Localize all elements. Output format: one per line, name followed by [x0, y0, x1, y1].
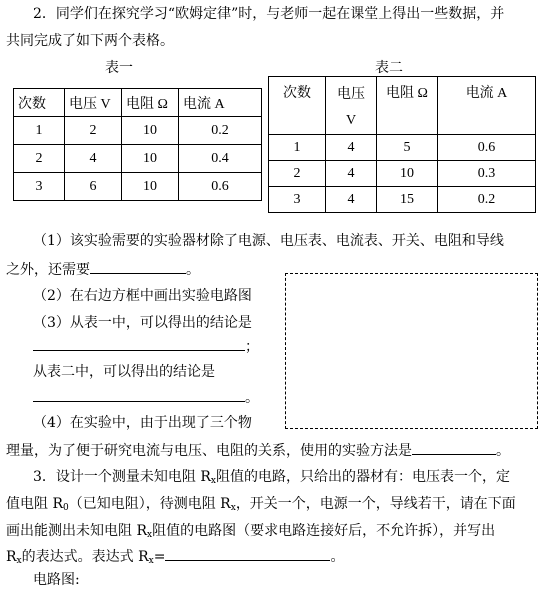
table-cell: 5 — [377, 135, 438, 161]
question1-line2-end: 。 — [186, 262, 200, 278]
question1-line2-text: 之外，还需要 — [6, 262, 90, 278]
table-row — [269, 161, 536, 187]
problem3-line1-a: 3．设计一个测量未知电阻 R — [33, 469, 211, 485]
subscript-x: x — [16, 556, 22, 566]
table-cell: 0.6 — [179, 173, 262, 201]
table-cell: 0.3 — [438, 161, 536, 187]
table2-header-voltage-unit: V — [345, 113, 357, 128]
question4-line1: （4）在实验中，由于出现了三个物 — [33, 415, 252, 431]
problem2-intro-line1: 2．同学们在探究学习“欧姆定律”时，与老师一起在课堂上得出一些数据，并 — [33, 6, 505, 22]
question3b-end: 。 — [245, 390, 259, 406]
table-row — [14, 117, 262, 145]
answer-blank-conclusion1[interactable] — [33, 336, 245, 351]
table-cell: 4 — [326, 135, 377, 161]
table-cell: 2 — [65, 117, 122, 145]
table-cell: 0.6 — [438, 135, 536, 161]
answer-blank-expression[interactable] — [165, 546, 330, 561]
table2-title: 表二 — [375, 60, 403, 76]
table2-header-voltage-label: 电压 — [337, 87, 365, 102]
question3-text: （3）从表一中，可以得出的结论是 — [33, 315, 252, 331]
table1-header-voltage: 电压 V — [65, 89, 122, 117]
table-cell: 3 — [14, 173, 65, 201]
question4-line2-end: 。 — [496, 443, 510, 459]
table-cell: 10 — [122, 117, 179, 145]
problem2-intro-line2: 共同完成了如下两个表格。 — [6, 33, 174, 49]
question3-answer-line — [33, 336, 259, 357]
problem3-line4 — [6, 546, 344, 571]
table-cell: 0.2 — [179, 117, 262, 145]
question2-text: （2）在右边方框中画出实验电路图 — [33, 288, 252, 304]
table-cell: 0.2 — [438, 187, 536, 213]
table1-header-resistance: 电阻 Ω — [122, 89, 179, 117]
table-cell: 4 — [65, 145, 122, 173]
problem3-line4-a: R — [6, 549, 17, 565]
subscript-0: 0 — [63, 503, 69, 513]
answer-blank-equipment[interactable] — [90, 259, 186, 274]
table2-header-voltage — [326, 77, 377, 135]
table-cell: 0.4 — [179, 145, 262, 173]
table-cell: 2 — [14, 145, 65, 173]
problem3-line2-a: 值电阻 R — [6, 496, 63, 512]
problem3-line3-a: 画出能测出未知电阻 R — [6, 523, 147, 539]
answer-blank-method[interactable] — [412, 440, 496, 455]
table-cell: 10 — [122, 145, 179, 173]
problem3-line4-b: 的表达式。表达式 R — [21, 549, 149, 565]
problem3-line2 — [6, 494, 516, 518]
table-cell: 1 — [14, 117, 65, 145]
table1-header-current: 电流 A — [179, 89, 262, 117]
subscript-x: x — [210, 476, 216, 486]
question1-line2 — [6, 259, 200, 280]
problem3-line3 — [6, 521, 495, 545]
table-cell: 3 — [269, 187, 326, 213]
problem3-line2-c: ，开关一个，电源一个，导线若干，请在下面 — [235, 496, 516, 512]
table1-header-count: 次数 — [14, 89, 65, 117]
subscript-x: x — [148, 556, 154, 566]
table-cell: 6 — [65, 173, 122, 201]
table-cell: 15 — [377, 187, 438, 213]
table-cell: 4 — [326, 161, 377, 187]
subscript-x: x — [230, 503, 236, 513]
subscript-x: x — [147, 530, 153, 540]
problem3-line1-b: 阻值的电路，只给出的器材有：电压表一个，定 — [215, 469, 510, 485]
question3b-answer-line — [33, 387, 259, 408]
table-row — [14, 173, 262, 201]
table-cell: 4 — [326, 187, 377, 213]
table-cell: 1 — [269, 135, 326, 161]
table1 — [13, 88, 262, 201]
problem3-line2-b: （已知电阻），待测电阻 R — [68, 496, 231, 512]
answer-blank-conclusion2[interactable] — [33, 387, 245, 402]
table-cell: 10 — [122, 173, 179, 201]
circuit-label: 电路图: — [33, 572, 80, 588]
circuit-drawing-box[interactable] — [285, 273, 538, 429]
problem3-line4-end: 。 — [330, 549, 345, 565]
problem3-line1 — [33, 467, 510, 491]
question1-line1: （1）该实验需要的实验器材除了电源、电压表、电流表、开关、电阻和导线 — [33, 233, 504, 249]
table-row — [269, 187, 536, 213]
table-row — [14, 145, 262, 173]
problem3-line3-b: 阻值的电路图（要求电路连接好后，不允许拆），并写出 — [152, 523, 496, 539]
question4-line2-text: 理量，为了便于研究电流与电压、电阻的关系，使用的实验方法是 — [6, 443, 412, 459]
question4-line2 — [6, 440, 510, 461]
table2-header-current: 电流 A — [438, 77, 536, 135]
question3-end: ； — [245, 339, 259, 355]
question3b-text: 从表二中，可以得出的结论是 — [33, 364, 215, 380]
problem3-line4-c: = — [153, 549, 166, 565]
table-cell: 10 — [377, 161, 438, 187]
table1-title: 表一 — [105, 60, 133, 76]
table-cell: 2 — [269, 161, 326, 187]
table2-header-resistance: 电阻 Ω — [377, 77, 438, 135]
table-row — [269, 135, 536, 161]
table2-header-count: 次数 — [269, 77, 326, 135]
table2 — [268, 76, 536, 213]
